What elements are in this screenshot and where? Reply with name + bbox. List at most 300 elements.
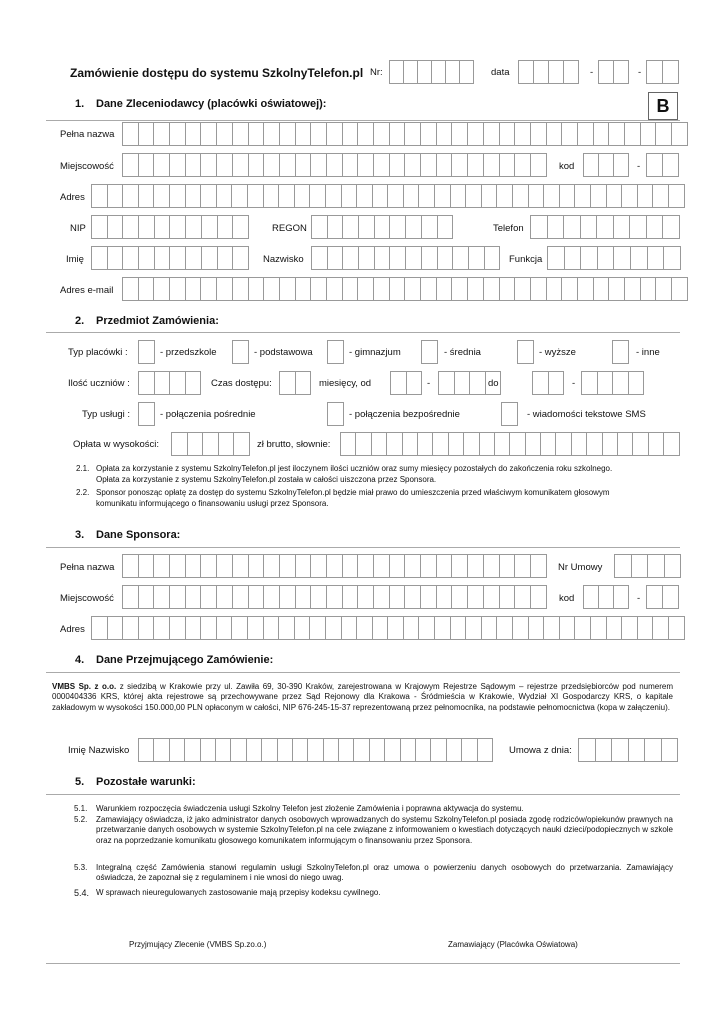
char-cell[interactable] bbox=[248, 616, 264, 640]
char-cell[interactable] bbox=[407, 371, 423, 395]
char-cell[interactable] bbox=[560, 616, 576, 640]
char-cell[interactable] bbox=[123, 585, 139, 609]
imie-nazwisko-input[interactable] bbox=[138, 738, 493, 762]
char-cell[interactable] bbox=[154, 184, 170, 208]
char-cell[interactable] bbox=[339, 738, 354, 762]
char-cell[interactable] bbox=[185, 738, 200, 762]
char-cell[interactable] bbox=[139, 184, 155, 208]
char-cell[interactable] bbox=[548, 246, 565, 270]
char-cell[interactable] bbox=[343, 246, 359, 270]
char-cell[interactable] bbox=[170, 122, 186, 146]
char-cell[interactable] bbox=[484, 277, 500, 301]
char-cell[interactable] bbox=[544, 184, 560, 208]
char-cell[interactable] bbox=[464, 432, 479, 456]
char-cell[interactable] bbox=[422, 340, 438, 364]
char-cell[interactable] bbox=[510, 432, 525, 456]
char-cell[interactable] bbox=[665, 554, 682, 578]
char-cell[interactable] bbox=[405, 277, 421, 301]
checkbox-gimnazjum[interactable] bbox=[327, 340, 344, 364]
char-cell[interactable] bbox=[375, 246, 391, 270]
char-cell[interactable] bbox=[451, 184, 467, 208]
char-cell[interactable] bbox=[664, 432, 679, 456]
char-cell[interactable] bbox=[613, 340, 629, 364]
char-cell[interactable] bbox=[390, 585, 406, 609]
char-cell[interactable] bbox=[531, 554, 547, 578]
char-cell[interactable] bbox=[614, 246, 631, 270]
char-cell[interactable] bbox=[485, 246, 501, 270]
char-cell[interactable] bbox=[562, 122, 578, 146]
checkbox-posrednie[interactable] bbox=[138, 402, 155, 426]
char-cell[interactable] bbox=[453, 246, 469, 270]
char-cell[interactable] bbox=[656, 122, 672, 146]
char-cell[interactable] bbox=[638, 184, 654, 208]
char-cell[interactable] bbox=[609, 277, 625, 301]
char-cell[interactable] bbox=[280, 371, 296, 395]
char-cell[interactable] bbox=[296, 153, 312, 177]
char-cell[interactable] bbox=[232, 184, 248, 208]
char-cell[interactable] bbox=[280, 585, 296, 609]
char-cell[interactable] bbox=[249, 277, 265, 301]
char-cell[interactable] bbox=[607, 616, 623, 640]
char-cell[interactable] bbox=[582, 371, 598, 395]
char-cell[interactable] bbox=[468, 122, 484, 146]
char-cell[interactable] bbox=[422, 246, 438, 270]
s3-nr-umowy-input[interactable] bbox=[614, 554, 681, 578]
char-cell[interactable] bbox=[280, 554, 296, 578]
char-cell[interactable] bbox=[388, 616, 404, 640]
char-cell[interactable] bbox=[373, 616, 389, 640]
char-cell[interactable] bbox=[614, 585, 629, 609]
char-cell[interactable] bbox=[518, 340, 534, 364]
char-cell[interactable] bbox=[264, 554, 280, 578]
char-cell[interactable] bbox=[437, 585, 453, 609]
char-cell[interactable] bbox=[578, 277, 594, 301]
char-cell[interactable] bbox=[262, 738, 277, 762]
char-cell[interactable] bbox=[618, 432, 633, 456]
char-cell[interactable] bbox=[599, 60, 614, 84]
char-cell[interactable] bbox=[421, 153, 437, 177]
char-cell[interactable] bbox=[358, 554, 374, 578]
char-cell[interactable] bbox=[155, 215, 171, 239]
char-cell[interactable] bbox=[390, 122, 406, 146]
char-cell[interactable] bbox=[390, 554, 406, 578]
char-cell[interactable] bbox=[632, 554, 649, 578]
char-cell[interactable] bbox=[370, 738, 385, 762]
char-cell[interactable] bbox=[358, 153, 374, 177]
char-cell[interactable] bbox=[437, 554, 453, 578]
char-cell[interactable] bbox=[556, 432, 571, 456]
char-cell[interactable] bbox=[607, 184, 623, 208]
char-cell[interactable] bbox=[579, 738, 596, 762]
char-cell[interactable] bbox=[484, 153, 500, 177]
char-cell[interactable] bbox=[599, 153, 614, 177]
char-cell[interactable] bbox=[123, 184, 139, 208]
char-cell[interactable] bbox=[312, 246, 328, 270]
char-cell[interactable] bbox=[201, 738, 216, 762]
char-cell[interactable] bbox=[515, 277, 531, 301]
char-cell[interactable] bbox=[390, 277, 406, 301]
char-cell[interactable] bbox=[544, 616, 560, 640]
char-cell[interactable] bbox=[519, 60, 534, 84]
char-cell[interactable] bbox=[647, 215, 664, 239]
char-cell[interactable] bbox=[615, 554, 632, 578]
char-cell[interactable] bbox=[403, 432, 418, 456]
char-cell[interactable] bbox=[233, 215, 249, 239]
char-cell[interactable] bbox=[217, 122, 233, 146]
char-cell[interactable] bbox=[638, 616, 654, 640]
char-cell[interactable] bbox=[186, 184, 202, 208]
char-cell[interactable] bbox=[656, 277, 672, 301]
char-cell[interactable] bbox=[201, 585, 217, 609]
char-cell[interactable] bbox=[139, 738, 154, 762]
char-cell[interactable] bbox=[495, 432, 510, 456]
char-cell[interactable] bbox=[295, 616, 311, 640]
char-cell[interactable] bbox=[452, 585, 468, 609]
char-cell[interactable] bbox=[531, 122, 547, 146]
char-cell[interactable] bbox=[421, 277, 437, 301]
char-cell[interactable] bbox=[233, 122, 249, 146]
char-cell[interactable] bbox=[218, 246, 234, 270]
char-cell[interactable] bbox=[186, 246, 202, 270]
char-cell[interactable] bbox=[249, 122, 265, 146]
ilosc-uczniow-input[interactable] bbox=[138, 371, 201, 395]
s1-funkcja-input[interactable] bbox=[547, 246, 681, 270]
char-cell[interactable] bbox=[108, 184, 124, 208]
char-cell[interactable] bbox=[233, 246, 249, 270]
char-cell[interactable] bbox=[500, 554, 516, 578]
char-cell[interactable] bbox=[653, 184, 669, 208]
char-cell[interactable] bbox=[324, 738, 339, 762]
char-cell[interactable] bbox=[401, 738, 416, 762]
char-cell[interactable] bbox=[630, 215, 647, 239]
char-cell[interactable] bbox=[529, 184, 545, 208]
char-cell[interactable] bbox=[280, 277, 296, 301]
s3-pelna-nazwa-input[interactable] bbox=[122, 554, 547, 578]
char-cell[interactable] bbox=[390, 246, 406, 270]
char-cell[interactable] bbox=[374, 153, 390, 177]
char-cell[interactable] bbox=[622, 184, 638, 208]
char-cell[interactable] bbox=[390, 215, 406, 239]
s1-kod-part2-input[interactable] bbox=[646, 153, 679, 177]
char-cell[interactable] bbox=[123, 122, 139, 146]
char-cell[interactable] bbox=[139, 246, 155, 270]
char-cell[interactable] bbox=[201, 277, 217, 301]
s1-regon-input[interactable] bbox=[311, 215, 453, 239]
char-cell[interactable] bbox=[264, 184, 280, 208]
char-cell[interactable] bbox=[201, 153, 217, 177]
char-cell[interactable] bbox=[233, 153, 249, 177]
char-cell[interactable] bbox=[631, 246, 648, 270]
char-cell[interactable] bbox=[342, 184, 358, 208]
char-cell[interactable] bbox=[468, 277, 484, 301]
char-cell[interactable] bbox=[264, 616, 280, 640]
char-cell[interactable] bbox=[648, 246, 665, 270]
char-cell[interactable] bbox=[500, 122, 516, 146]
char-cell[interactable] bbox=[404, 184, 420, 208]
char-cell[interactable] bbox=[497, 184, 513, 208]
char-cell[interactable] bbox=[433, 432, 448, 456]
char-cell[interactable] bbox=[594, 277, 610, 301]
s1-pelna-nazwa-input[interactable] bbox=[122, 122, 688, 146]
char-cell[interactable] bbox=[357, 616, 373, 640]
char-cell[interactable] bbox=[343, 554, 359, 578]
checkbox-inne[interactable] bbox=[612, 340, 629, 364]
char-cell[interactable] bbox=[572, 432, 587, 456]
char-cell[interactable] bbox=[327, 153, 343, 177]
char-cell[interactable] bbox=[629, 738, 646, 762]
char-cell[interactable] bbox=[641, 277, 657, 301]
date-day-input[interactable] bbox=[646, 60, 679, 84]
char-cell[interactable] bbox=[343, 585, 359, 609]
char-cell[interactable] bbox=[354, 738, 369, 762]
char-cell[interactable] bbox=[170, 738, 185, 762]
char-cell[interactable] bbox=[92, 616, 108, 640]
char-cell[interactable] bbox=[233, 340, 249, 364]
char-cell[interactable] bbox=[327, 585, 343, 609]
checkbox-sms[interactable] bbox=[501, 402, 518, 426]
char-cell[interactable] bbox=[390, 153, 406, 177]
char-cell[interactable] bbox=[328, 340, 344, 364]
char-cell[interactable] bbox=[123, 215, 139, 239]
char-cell[interactable] bbox=[598, 246, 615, 270]
char-cell[interactable] bbox=[404, 616, 420, 640]
char-cell[interactable] bbox=[534, 60, 549, 84]
char-cell[interactable] bbox=[649, 432, 664, 456]
s1-miejscowosc-input[interactable] bbox=[122, 153, 547, 177]
do-month-input[interactable] bbox=[532, 371, 564, 395]
oplata-input[interactable] bbox=[171, 432, 250, 456]
char-cell[interactable] bbox=[108, 246, 124, 270]
char-cell[interactable] bbox=[248, 184, 264, 208]
char-cell[interactable] bbox=[186, 277, 202, 301]
char-cell[interactable] bbox=[437, 277, 453, 301]
char-cell[interactable] bbox=[482, 184, 498, 208]
char-cell[interactable] bbox=[653, 616, 669, 640]
char-cell[interactable] bbox=[154, 585, 170, 609]
char-cell[interactable] bbox=[633, 432, 648, 456]
char-cell[interactable] bbox=[405, 554, 421, 578]
char-cell[interactable] bbox=[296, 371, 312, 395]
char-cell[interactable] bbox=[599, 585, 614, 609]
char-cell[interactable] bbox=[139, 585, 155, 609]
char-cell[interactable] bbox=[451, 616, 467, 640]
char-cell[interactable] bbox=[123, 153, 139, 177]
char-cell[interactable] bbox=[172, 432, 188, 456]
s3-kod-part2-input[interactable] bbox=[646, 585, 679, 609]
char-cell[interactable] bbox=[404, 60, 418, 84]
char-cell[interactable] bbox=[469, 246, 485, 270]
char-cell[interactable] bbox=[515, 585, 531, 609]
char-cell[interactable] bbox=[217, 277, 233, 301]
char-cell[interactable] bbox=[154, 738, 169, 762]
s1-imie-input[interactable] bbox=[91, 246, 249, 270]
char-cell[interactable] bbox=[139, 215, 155, 239]
char-cell[interactable] bbox=[247, 738, 262, 762]
char-cell[interactable] bbox=[308, 738, 323, 762]
char-cell[interactable] bbox=[343, 122, 359, 146]
char-cell[interactable] bbox=[170, 371, 186, 395]
slownie-input[interactable] bbox=[340, 432, 680, 456]
char-cell[interactable] bbox=[170, 616, 186, 640]
char-cell[interactable] bbox=[170, 153, 186, 177]
char-cell[interactable] bbox=[139, 122, 155, 146]
char-cell[interactable] bbox=[645, 738, 662, 762]
char-cell[interactable] bbox=[186, 616, 202, 640]
char-cell[interactable] bbox=[92, 246, 108, 270]
char-cell[interactable] bbox=[327, 554, 343, 578]
char-cell[interactable] bbox=[513, 184, 529, 208]
char-cell[interactable] bbox=[547, 122, 563, 146]
char-cell[interactable] bbox=[432, 60, 446, 84]
char-cell[interactable] bbox=[311, 277, 327, 301]
char-cell[interactable] bbox=[357, 184, 373, 208]
char-cell[interactable] bbox=[387, 432, 402, 456]
s1-nip-input[interactable] bbox=[91, 215, 249, 239]
checkbox-podstawowa[interactable] bbox=[232, 340, 249, 364]
char-cell[interactable] bbox=[358, 122, 374, 146]
char-cell[interactable] bbox=[154, 153, 170, 177]
char-cell[interactable] bbox=[374, 554, 390, 578]
char-cell[interactable] bbox=[584, 153, 599, 177]
char-cell[interactable] bbox=[312, 215, 328, 239]
char-cell[interactable] bbox=[293, 738, 308, 762]
char-cell[interactable] bbox=[500, 277, 516, 301]
char-cell[interactable] bbox=[170, 585, 186, 609]
char-cell[interactable] bbox=[374, 122, 390, 146]
char-cell[interactable] bbox=[587, 432, 602, 456]
char-cell[interactable] bbox=[406, 246, 422, 270]
char-cell[interactable] bbox=[564, 215, 581, 239]
char-cell[interactable] bbox=[139, 153, 155, 177]
char-cell[interactable] bbox=[186, 554, 202, 578]
char-cell[interactable] bbox=[296, 554, 312, 578]
char-cell[interactable] bbox=[405, 585, 421, 609]
char-cell[interactable] bbox=[591, 184, 607, 208]
char-cell[interactable] bbox=[515, 554, 531, 578]
char-cell[interactable] bbox=[513, 616, 529, 640]
char-cell[interactable] bbox=[435, 184, 451, 208]
umowa-z-dnia-input[interactable] bbox=[578, 738, 678, 762]
char-cell[interactable] bbox=[647, 60, 663, 84]
char-cell[interactable] bbox=[391, 371, 407, 395]
char-cell[interactable] bbox=[326, 616, 342, 640]
char-cell[interactable] bbox=[123, 616, 139, 640]
char-cell[interactable] bbox=[531, 277, 547, 301]
char-cell[interactable] bbox=[531, 585, 547, 609]
char-cell[interactable] bbox=[264, 585, 280, 609]
char-cell[interactable] bbox=[466, 184, 482, 208]
char-cell[interactable] bbox=[598, 371, 614, 395]
char-cell[interactable] bbox=[562, 277, 578, 301]
s3-adres-input[interactable] bbox=[91, 616, 685, 640]
char-cell[interactable] bbox=[374, 277, 390, 301]
char-cell[interactable] bbox=[342, 616, 358, 640]
char-cell[interactable] bbox=[375, 215, 391, 239]
char-cell[interactable] bbox=[201, 184, 217, 208]
char-cell[interactable] bbox=[419, 184, 435, 208]
char-cell[interactable] bbox=[154, 616, 170, 640]
char-cell[interactable] bbox=[447, 738, 462, 762]
char-cell[interactable] bbox=[311, 153, 327, 177]
s3-miejscowosc-input[interactable] bbox=[122, 585, 547, 609]
checkbox-wyzsze[interactable] bbox=[517, 340, 534, 364]
char-cell[interactable] bbox=[564, 60, 579, 84]
char-cell[interactable] bbox=[218, 215, 234, 239]
char-cell[interactable] bbox=[663, 153, 679, 177]
char-cell[interactable] bbox=[385, 738, 400, 762]
checkbox-bezposrednie[interactable] bbox=[327, 402, 344, 426]
char-cell[interactable] bbox=[170, 184, 186, 208]
char-cell[interactable] bbox=[358, 277, 374, 301]
char-cell[interactable] bbox=[233, 585, 249, 609]
char-cell[interactable] bbox=[296, 585, 312, 609]
char-cell[interactable] bbox=[139, 371, 155, 395]
char-cell[interactable] bbox=[648, 554, 665, 578]
char-cell[interactable] bbox=[422, 215, 438, 239]
char-cell[interactable] bbox=[581, 215, 598, 239]
char-cell[interactable] bbox=[547, 277, 563, 301]
char-cell[interactable] bbox=[669, 616, 685, 640]
char-cell[interactable] bbox=[533, 371, 549, 395]
char-cell[interactable] bbox=[328, 246, 344, 270]
char-cell[interactable] bbox=[594, 122, 610, 146]
char-cell[interactable] bbox=[264, 153, 280, 177]
char-cell[interactable] bbox=[231, 738, 246, 762]
char-cell[interactable] bbox=[341, 432, 356, 456]
char-cell[interactable] bbox=[662, 738, 679, 762]
char-cell[interactable] bbox=[421, 122, 437, 146]
char-cell[interactable] bbox=[591, 616, 607, 640]
char-cell[interactable] bbox=[406, 215, 422, 239]
char-cell[interactable] bbox=[359, 215, 375, 239]
char-cell[interactable] bbox=[478, 738, 493, 762]
char-cell[interactable] bbox=[139, 616, 155, 640]
char-cell[interactable] bbox=[449, 432, 464, 456]
char-cell[interactable] bbox=[108, 616, 124, 640]
char-cell[interactable] bbox=[154, 277, 170, 301]
char-cell[interactable] bbox=[549, 60, 564, 84]
char-cell[interactable] bbox=[437, 122, 453, 146]
char-cell[interactable] bbox=[280, 122, 296, 146]
char-cell[interactable] bbox=[460, 60, 474, 84]
char-cell[interactable] bbox=[438, 215, 454, 239]
char-cell[interactable] bbox=[374, 585, 390, 609]
char-cell[interactable] bbox=[279, 184, 295, 208]
char-cell[interactable] bbox=[466, 616, 482, 640]
char-cell[interactable] bbox=[421, 585, 437, 609]
char-cell[interactable] bbox=[531, 153, 547, 177]
char-cell[interactable] bbox=[405, 122, 421, 146]
char-cell[interactable] bbox=[186, 215, 202, 239]
char-cell[interactable] bbox=[264, 277, 280, 301]
char-cell[interactable] bbox=[139, 340, 155, 364]
char-cell[interactable] bbox=[373, 184, 389, 208]
char-cell[interactable] bbox=[515, 122, 531, 146]
char-cell[interactable] bbox=[549, 371, 565, 395]
char-cell[interactable] bbox=[614, 60, 629, 84]
s1-adres-input[interactable] bbox=[91, 184, 685, 208]
char-cell[interactable] bbox=[139, 277, 155, 301]
char-cell[interactable] bbox=[531, 215, 548, 239]
char-cell[interactable] bbox=[343, 153, 359, 177]
char-cell[interactable] bbox=[541, 432, 556, 456]
char-cell[interactable] bbox=[186, 122, 202, 146]
char-cell[interactable] bbox=[614, 215, 631, 239]
char-cell[interactable] bbox=[575, 184, 591, 208]
char-cell[interactable] bbox=[421, 554, 437, 578]
char-cell[interactable] bbox=[575, 616, 591, 640]
char-cell[interactable] bbox=[356, 432, 371, 456]
